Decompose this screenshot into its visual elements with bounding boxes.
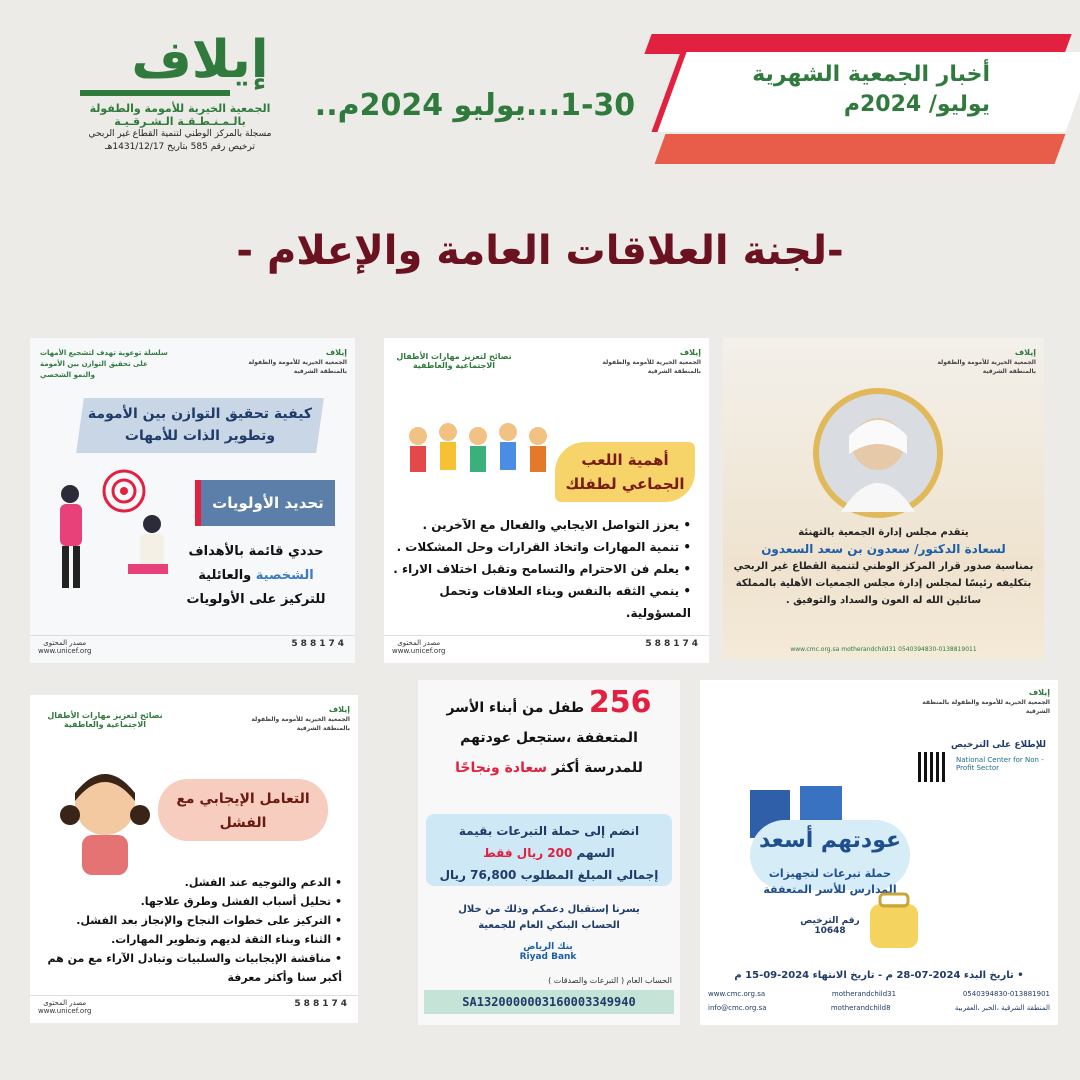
- share-text: [428, 820, 670, 886]
- source-url[interactable]: www.unicef.org: [392, 647, 446, 655]
- portrait-icon: [819, 394, 937, 512]
- logo-mark: إيلاف: [131, 30, 269, 90]
- social-handle-2[interactable]: motherandchild8: [830, 1004, 891, 1012]
- social-handle[interactable]: motherandchild31: [831, 990, 897, 998]
- card-title: كيفية تحقيق التوازن بين الأمومة وتطوير الذات للأمهات: [87, 406, 313, 444]
- card-donation-appeal: [418, 680, 680, 1025]
- bullet-item: • ينمي الثقه بالنفس وبناء العلاقات وتحمل المسؤولية.: [391, 580, 691, 624]
- bank-intro: [426, 902, 672, 934]
- banner-date: يوليو/ 2024م: [843, 92, 990, 117]
- card-back-to-school: [700, 680, 1058, 1025]
- school-bag-icon: [860, 890, 930, 950]
- congrats-line-5: سائلين الله له العون والسداد والتوفيق .: [785, 595, 982, 606]
- banner-stripe-top: [644, 34, 1071, 54]
- card-top-note: نصائح لتعزيز مهارات الأطفال الاجتماعية والعاطفية: [396, 352, 512, 370]
- email-link[interactable]: info@cmc.org.sa: [708, 1004, 767, 1012]
- card-motherhood-balance: [30, 338, 355, 663]
- logo-registration: مسجلة بالمركز الوطني لتنمية القطاع غير الربحي: [88, 129, 272, 139]
- bullet-item: • يعزز التواصل الايجابي والفعال مع الآخرين .: [391, 514, 691, 536]
- children-count: 256: [588, 685, 652, 720]
- mother-illustration: [44, 456, 184, 596]
- card-logo: إيلاف الجمعية الخيرية للأمومة والطفولة بالمنطقة الشرقية: [602, 348, 701, 375]
- bank-logo: [498, 942, 598, 962]
- sms-number: 588174: [645, 639, 701, 649]
- join-text: انضم إلى حملة التبرعات بقيمة: [458, 824, 640, 838]
- appeal-text: [424, 685, 674, 783]
- website-link[interactable]: www.cmc.org.sa: [708, 990, 766, 998]
- card-footer: [384, 635, 709, 663]
- logo-license: ترخيص رقم 585 بتاريخ 1431/12/17هـ: [105, 142, 255, 152]
- source-label: مصدر المحتوى: [43, 999, 87, 1007]
- license-note: للإطلاع على الترخيص: [950, 740, 1046, 750]
- total-value: 76,800 ريال: [439, 868, 517, 882]
- account-text: الحساب البنكي العام للجمعية: [478, 920, 620, 931]
- address: المنطقة الشرقية ،الخبر ،العقربية: [954, 1004, 1050, 1012]
- card-group-play: [384, 338, 709, 663]
- banner-stripe-bottom: [655, 134, 1066, 164]
- card-logo: إيلاف الجمعية الخيرية للأمومة والطفولة بالمنطقة الشرقية: [922, 688, 1050, 715]
- congrats-line-3: بمناسبة صدور قرار المركز الوطني لتنمية القطاع غير الربحي: [733, 561, 1034, 572]
- bullet-item: • مناقشة الإيجابيات والسلبيات وتبادل الآراء مع من هم أكبر سنا وأكثر معرفة: [42, 949, 342, 987]
- appeal-line-2: المتعففة ،ستجعل عودتهم: [460, 730, 638, 746]
- congrats-name: لسعادة الدكتور/ سعدون بن سعد السعدون: [761, 542, 1006, 556]
- bullet-item: • تحليل أسباب الفشل وطرق علاجها.: [42, 892, 342, 911]
- card-bullets: [391, 514, 691, 624]
- subtitle-line-2: المدارس للأسر المتعففة: [763, 883, 897, 896]
- qr-code[interactable]: [918, 752, 948, 782]
- association-logo: [60, 30, 300, 200]
- source-url[interactable]: www.unicef.org: [38, 1007, 92, 1015]
- logo-underline: [80, 90, 230, 96]
- congrats-footer: www.cmc.org.sa motherandchild31 0540394830-0138819011: [790, 646, 977, 653]
- bank-name-ar: بنك الرياض: [523, 942, 573, 952]
- body-line-2a: الشخصية: [255, 568, 314, 583]
- appeal-line-3b: سعادة ونجاحًا: [455, 760, 548, 776]
- body-line-1: حددي قائمة بالأهداف: [188, 544, 324, 559]
- bullet-item: • التركيز على خطوات النجاح والإنجاز بعد الفشل.: [42, 911, 342, 930]
- bullet-item: • يعلم فن الاحترام والتسامح وتقبل اختلاف الاراء .: [391, 558, 691, 580]
- banner-title: أخبار الجمعية الشهرية: [752, 62, 990, 87]
- share-value: 200 ريال فقط: [483, 846, 573, 860]
- campaign-dates: • تاريخ البدء 2024-07-28 م - تاريخ الانتهاء 2024-09-15 م: [734, 970, 1024, 981]
- iban-field[interactable]: SA1320000003160003349940: [424, 990, 674, 1014]
- congrats-text: [733, 524, 1034, 609]
- card-bullets: [42, 873, 342, 987]
- appeal-line-3a: للمدرسة أكثر: [551, 760, 643, 776]
- card-footer: [30, 995, 358, 1023]
- congrats-line-1: يتقدم مجلس إدارة الجمعية بالتهنئة: [798, 527, 969, 538]
- logo-region: بالـمـنـطـقـة الـشـرقـيـة: [114, 115, 246, 128]
- total-label: إجمالي المبلغ المطلوب: [520, 868, 659, 882]
- receive-text: يسرنا إستقبال دعمكم وذلك من خلال: [458, 904, 640, 915]
- banner-text: [700, 60, 990, 120]
- appeal-line-1: طفل من أبناء الأسر: [446, 700, 585, 716]
- source-label: مصدر المحتوى: [43, 639, 87, 647]
- card-positive-failure: [30, 695, 358, 1023]
- license-value: 10648: [814, 926, 846, 936]
- contact-row-1: [708, 990, 1050, 998]
- ncnp-logo: National Center for Non - Profit Sector: [956, 756, 1044, 772]
- card-title: أهمية اللعب الجماعي لطفلك: [565, 451, 685, 493]
- card-logo: إيلاف الجمعية الخيرية للأمومة والطفولة بالمنطقة الشرقية: [248, 348, 347, 375]
- share-label: السهم: [576, 846, 615, 860]
- section-heading: -لجنة العلاقات العامة والإعلام -: [236, 228, 844, 274]
- card-top-note: سلسلة توعوية تهدف لتشجيع الأمهات على تحقيق التوازن بين الأمومة والنمو الشخصي: [40, 349, 168, 379]
- contact-row-2: [708, 1004, 1050, 1012]
- campaign-title: عودتهم أسعد: [758, 828, 902, 853]
- card-logo: إيلاف الجمعية الخيرية للأمومة والطفولة بالمنطقة الشرقية: [937, 348, 1036, 375]
- card-title: التعامل الإيجابي مع الفشل: [176, 791, 310, 831]
- phone-number: 0540394830-013881901: [962, 990, 1050, 998]
- card-logo: إيلاف الجمعية الخيرية للأمومة والطفولة بالمنطقة الشرقية: [251, 705, 350, 732]
- portrait-frame: [813, 388, 943, 518]
- license-label: رقم الترخيص: [800, 916, 860, 926]
- bullet-item: • الدعم والتوجيه عند الفشل.: [42, 873, 342, 892]
- card-body: [181, 540, 331, 612]
- bullet-item: • تنمية المهارات واتخاذ القرارات وحل المشكلات .: [391, 536, 691, 558]
- subtitle-line-1: حملة تبرعات لتجهيزات: [768, 867, 892, 880]
- card-congratulations: [723, 338, 1044, 659]
- body-line-3: للتركيز على الأولويات: [186, 592, 326, 607]
- source-url[interactable]: www.unicef.org: [38, 647, 92, 655]
- date-range: 1-30...يوليو 2024م..: [314, 88, 636, 123]
- body-line-2b: والعائلية: [198, 568, 252, 583]
- bullet-item: • الثناء وبناء الثقة لديهم وتطوير المهارات.: [42, 930, 342, 949]
- sms-number: 588174: [291, 639, 347, 649]
- card-top-note: نصائح لتعزيز مهارات الأطفال الاجتماعية والعاطفية: [47, 711, 163, 729]
- sms-number: 588174: [294, 999, 350, 1009]
- card-subtitle: تحديد الأولويات: [195, 480, 335, 526]
- children-illustration: [398, 416, 558, 496]
- logo-name: الجمعية الخيرية للأمومة والطفولة: [89, 102, 271, 115]
- bank-name-en: Riyad Bank: [519, 952, 577, 962]
- account-label: الحساب العام ( التبرعات والصدقات ): [548, 976, 672, 985]
- card-footer: [30, 635, 355, 663]
- congrats-line-4: بتكليفه رئيسًا لمجلس إدارة مجلس الجمعيات الأهلية بالمملكة: [735, 578, 1032, 589]
- girl-illustration: [50, 755, 160, 875]
- source-label: مصدر المحتوى: [397, 639, 441, 647]
